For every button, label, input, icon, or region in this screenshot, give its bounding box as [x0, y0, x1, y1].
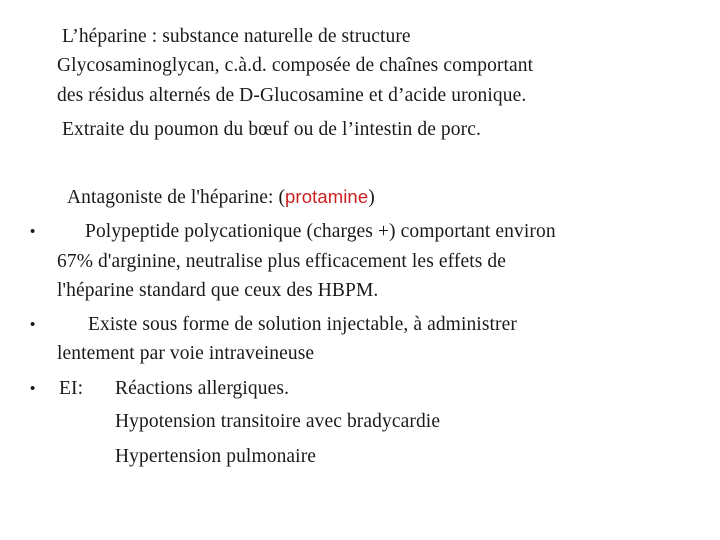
bullet-2-line-2: lentement par voie intraveineuse	[57, 343, 315, 364]
bullet-1-line-2: 67% d'arginine, neutralise plus efficacement les effets de	[57, 251, 506, 272]
bullet-marker-3: •	[30, 380, 36, 397]
ei-effect-1: Réactions allergiques.	[115, 378, 290, 399]
antagonist-heading	[67, 185, 375, 210]
bullet-marker-2: •	[30, 316, 36, 333]
ei-label: EI:	[59, 378, 84, 399]
intro-line-2: Glycosaminoglycan, c.à.d. composée de chaînes comportant	[57, 55, 534, 76]
antagonist-paren: )	[368, 187, 375, 208]
bullet-marker-1: •	[30, 223, 36, 240]
bullet-1-line-3: l'héparine standard que ceux des HBPM.	[57, 280, 379, 301]
bullet-2-line-1: Existe sous forme de solution injectable, à administrer	[88, 314, 517, 335]
antagonist-label: Antagoniste de l'héparine: (	[67, 187, 286, 208]
intro-line-3: des résidus alternés de D-Glucosamine et d’acide uronique.	[57, 85, 527, 106]
antagonist-name: protamine	[285, 186, 369, 207]
ei-effect-3: Hypertension pulmonaire	[115, 446, 317, 467]
intro-line-1: L’héparine : substance naturelle de structure	[62, 26, 411, 47]
intro-line-4: Extraite du poumon du bœuf ou de l’intestin de porc.	[62, 119, 481, 140]
ei-effect-2: Hypotension transitoire avec bradycardie	[115, 411, 441, 432]
bullet-1-line-1: Polypeptide polycationique (charges +) comportant environ	[85, 221, 556, 242]
